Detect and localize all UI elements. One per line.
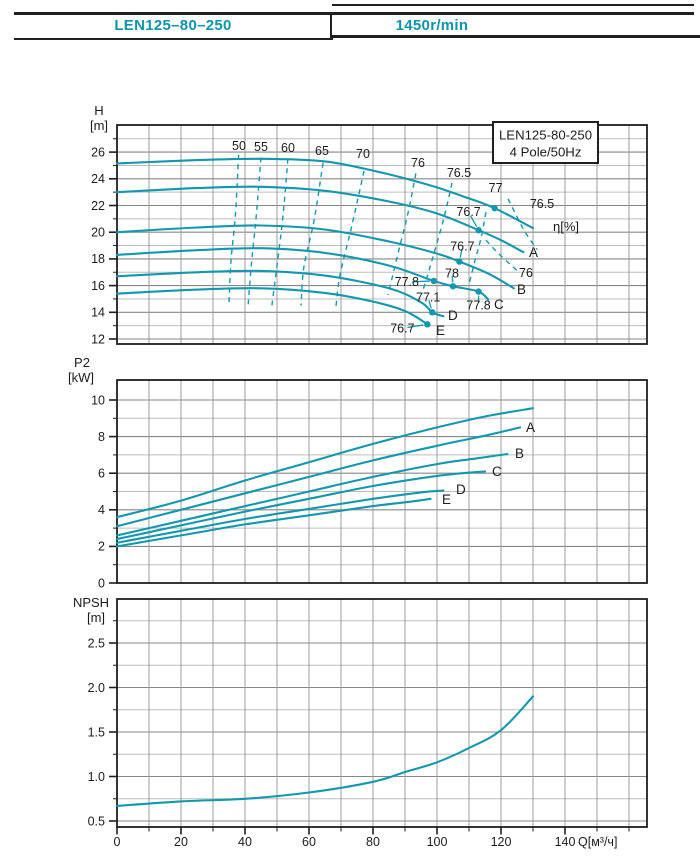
y-tick-label: 1.5 — [87, 725, 105, 740]
y-tick-label: 26 — [91, 145, 105, 160]
power-axis-unit: [kW] — [68, 370, 94, 385]
bep-value-label: 77.8 — [394, 274, 419, 289]
efficiency-contour-label: 76.5 — [529, 197, 555, 211]
y-tick-label: 24 — [91, 172, 105, 187]
q-axis — [114, 827, 629, 849]
efficiency-contour-50 — [229, 155, 239, 303]
bep-value-label: 76.7 — [390, 321, 415, 336]
curve-letter-D: D — [456, 482, 466, 497]
x-tick-label: 0 — [113, 835, 121, 849]
bep-dot — [431, 278, 437, 284]
curve-letter-A: A — [529, 245, 539, 260]
efficiency-contour-label: 50 — [232, 139, 246, 153]
efficiency-contour-55 — [248, 157, 261, 304]
head-axis-title: H — [94, 103, 104, 118]
bep-value-label: 77 — [488, 181, 503, 196]
eta-percent-label: η[%] — [553, 219, 580, 234]
bep-dot — [450, 283, 456, 289]
curve-npsh — [117, 696, 533, 805]
bep-dot — [475, 227, 481, 233]
npsh-axis-title: NPSH — [72, 595, 110, 610]
x-tick-label: 40 — [238, 835, 252, 849]
bep-value-label: 77.1 — [416, 290, 441, 305]
efficiency-contour-label: 55 — [254, 140, 268, 154]
curve-e — [117, 288, 427, 324]
y-tick-label: 10 — [91, 393, 105, 408]
y-tick-label: 1.0 — [87, 769, 105, 784]
y-tick-label: 2.0 — [87, 680, 105, 695]
plot-border — [117, 380, 647, 583]
x-tick-label: 140 — [554, 835, 576, 849]
efficiency-contour-label: 65 — [315, 144, 329, 158]
y-tick-label: 22 — [91, 198, 105, 213]
bep-dot — [456, 258, 462, 264]
bep-dot — [424, 321, 430, 327]
efficiency-contour-label: 60 — [281, 141, 295, 155]
bep-value-label: 77.8 — [466, 298, 491, 313]
curve-c — [117, 471, 485, 539]
bep-value-label: 78 — [445, 266, 459, 281]
curve-letter-B: B — [515, 446, 525, 461]
efficiency-contour-65 — [301, 163, 323, 306]
bep-dot — [475, 288, 481, 294]
y-tick-label: 16 — [91, 278, 105, 293]
curve-a — [117, 427, 520, 526]
npsh-axis-unit: [m] — [86, 610, 106, 625]
x-tick-label: 20 — [174, 835, 188, 849]
npsh-chart — [73, 595, 647, 828]
x-tick-label: 80 — [366, 835, 380, 849]
efficiency-contour-70 — [336, 171, 364, 307]
bep-dot — [491, 205, 497, 211]
head-axis-unit: [m] — [89, 118, 109, 133]
power-axis-title: P2 — [74, 355, 90, 370]
y-tick-label: 20 — [91, 225, 105, 240]
rotation-speed: 1450r/min — [395, 17, 469, 34]
plot-border — [117, 599, 647, 827]
bep-value-label: 76.7 — [456, 205, 481, 220]
efficiency-contour-label: 76 — [411, 156, 425, 170]
legend-box — [493, 122, 598, 163]
y-tick-label: 18 — [91, 252, 105, 267]
legend-model: LEN125-80-250 — [498, 127, 593, 143]
power-chart — [68, 355, 647, 590]
q-axis-unit-label: Q[м³/ч] — [578, 835, 618, 849]
x-tick-label: 120 — [490, 835, 512, 849]
efficiency-contour-label: 76 — [519, 266, 533, 280]
curve-top — [117, 408, 536, 517]
x-tick-label: 100 — [426, 835, 448, 849]
x-tick-label: 60 — [302, 835, 316, 849]
curve-letter-C: C — [494, 297, 504, 312]
bep-dot — [429, 309, 435, 315]
y-tick-label: 14 — [91, 305, 105, 320]
pump-model-title: LEN125–80–250 — [114, 17, 232, 34]
y-tick-label: 2.5 — [87, 636, 105, 651]
bep-value-label: 76.7 — [450, 239, 475, 254]
curve-letter-D: D — [448, 308, 458, 323]
y-tick-label: 0 — [98, 576, 105, 591]
curve-letter-E: E — [436, 323, 446, 338]
legend-pole-freq: 4 Pole/50Hz — [509, 144, 582, 160]
curve-letter-C: C — [492, 464, 502, 479]
y-tick-label: 4 — [98, 503, 105, 518]
efficiency-contour-76 — [486, 240, 519, 272]
y-tick-label: 6 — [98, 466, 105, 481]
curve-letter-A: A — [526, 420, 536, 435]
y-tick-label: 2 — [98, 539, 105, 554]
efficiency-contour-label: 76.5 — [446, 166, 472, 180]
efficiency-contour-label: 70 — [356, 147, 370, 161]
curve-letter-E: E — [442, 492, 452, 507]
y-tick-label: 0.5 — [87, 814, 105, 829]
curve-letter-B: B — [517, 282, 527, 297]
y-tick-label: 12 — [91, 332, 105, 347]
y-tick-label: 8 — [98, 429, 105, 444]
